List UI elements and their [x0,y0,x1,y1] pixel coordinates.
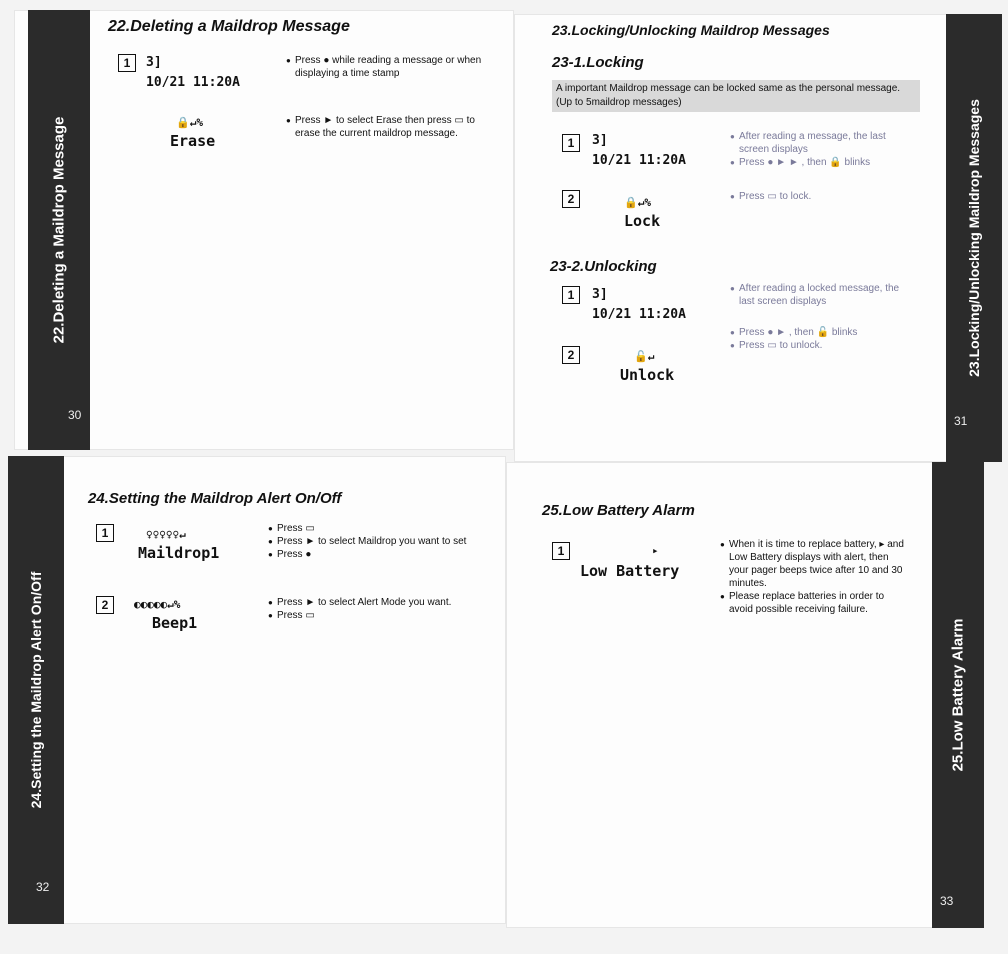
lcd-display-text: Unlock [620,366,675,384]
lcd-display-text: Low Battery [580,562,680,580]
lcd-display-line: 10/21 11:20A [592,307,686,322]
step-instructions [730,282,900,308]
page-32-side-tab [8,456,64,924]
instruction-item: ● Press ● ► , then 🔓 blinks [730,326,900,339]
page-31-side-tab [946,14,1002,462]
instruction-item: ● After reading a locked message, the last screen displays [730,282,900,308]
page-30-side-tab [28,10,90,450]
page-30-number: 30 [68,408,82,422]
step-number-badge: 1 [562,134,580,152]
step-number-badge: 2 [562,346,580,364]
lcd-display-text: Lock [624,212,661,230]
page-30-heading: 22.Deleting a Maildrop Message [108,18,350,35]
step-number-badge: 1 [562,286,580,304]
lcd-display-text: Beep1 [152,614,198,632]
page-31-tab-title: 23.Locking/Unlocking Maildrop Messages [966,99,982,377]
step-instructions [720,538,906,616]
step-instructions [268,596,468,622]
instruction-item: ● Press ► to select Erase then press ▭ to erase the current maildrop message. [286,114,486,140]
lcd-display-line: 10/21 11:20A [592,153,686,168]
instruction-item: ● After reading a message, the last screen displays [730,130,900,156]
instruction-item: ● Press ▭ to unlock. [730,339,900,352]
lcd-display-line: 10/21 11:20A [146,75,240,90]
page-31 [514,14,1002,462]
step-instructions [730,190,900,203]
instruction-item: ● Press ● while reading a message or when displaying a time stamp [286,54,486,80]
lcd-icon-row: 🔒↵% [176,116,203,129]
lcd-display-text: Maildrop1 [138,544,220,562]
page-33-number: 33 [940,894,954,908]
lcd-display-line: 3] [592,287,608,302]
page-31-heading: 23.Locking/Unlocking Maildrop Messages [552,22,830,38]
page-32-tab-title: 24.Setting the Maildrop Alert On/Off [28,571,44,809]
lcd-icon-row: ♀♀♀♀♀↵ [146,528,186,541]
instruction-item: ● Press ► to select Maildrop you want to set [268,535,468,548]
page-33-tab-title: 25.Low Battery Alarm [949,618,967,772]
step-number-badge: 1 [552,542,570,560]
lcd-display-line: 3] [146,55,162,70]
lcd-icon-row: 🔒↵% [624,196,651,209]
locking-subheading: 23-1.Locking [552,54,644,71]
instruction-item: ● Press ● ► ► , then 🔒 blinks [730,156,900,169]
page-32 [8,456,506,924]
step-number-badge: 2 [562,190,580,208]
lcd-display-text: Erase [170,132,216,150]
step-instructions [730,326,900,352]
instruction-item: ● Press ► to select Alert Mode you want. [268,596,468,609]
page-30-tab-title: 22.Deleting a Maildrop Message [50,116,68,344]
instruction-item: ● Press ● [268,548,468,561]
step-instructions [286,54,486,80]
page-31-number: 31 [954,414,968,428]
instruction-item: ● Please replace batteries in order to avoid possible receiving failure. [720,590,906,616]
instruction-item: ● Press ▭ to lock. [730,190,900,203]
page-33-side-tab [932,462,984,928]
unlocking-subheading: 23-2.Unlocking [550,258,657,275]
lcd-display-line: 3] [592,133,608,148]
page-33-heading: 25.Low Battery Alarm [542,502,695,519]
step-instructions [730,130,900,169]
step-number-badge: 1 [96,524,114,542]
instruction-item: ● Press ▭ [268,522,468,535]
step-number-badge: 1 [118,54,136,72]
instruction-item: ● When it is time to replace battery, ▸ and Low Battery displays with alert, then your pager beeps twice after 10 and 30 minutes. [720,538,906,590]
page-33 [506,462,984,928]
page-32-number: 32 [36,880,50,894]
step-instructions [268,522,468,561]
step-number-badge: 2 [96,596,114,614]
lcd-icon-row: 🔓↵ [634,350,655,363]
step-instructions [286,114,486,140]
page-30 [14,10,514,450]
battery-low-icon: ▸ [652,544,659,557]
page-32-heading: 24.Setting the Maildrop Alert On/Off [88,490,342,507]
instruction-item: ● Press ▭ [268,609,468,622]
intro-note: A important Maildrop message can be locked same as the personal message.(Up to 5maildrop messages) [552,80,920,112]
lcd-icon-row: ◐◐◐◐◐↵% [134,598,181,611]
